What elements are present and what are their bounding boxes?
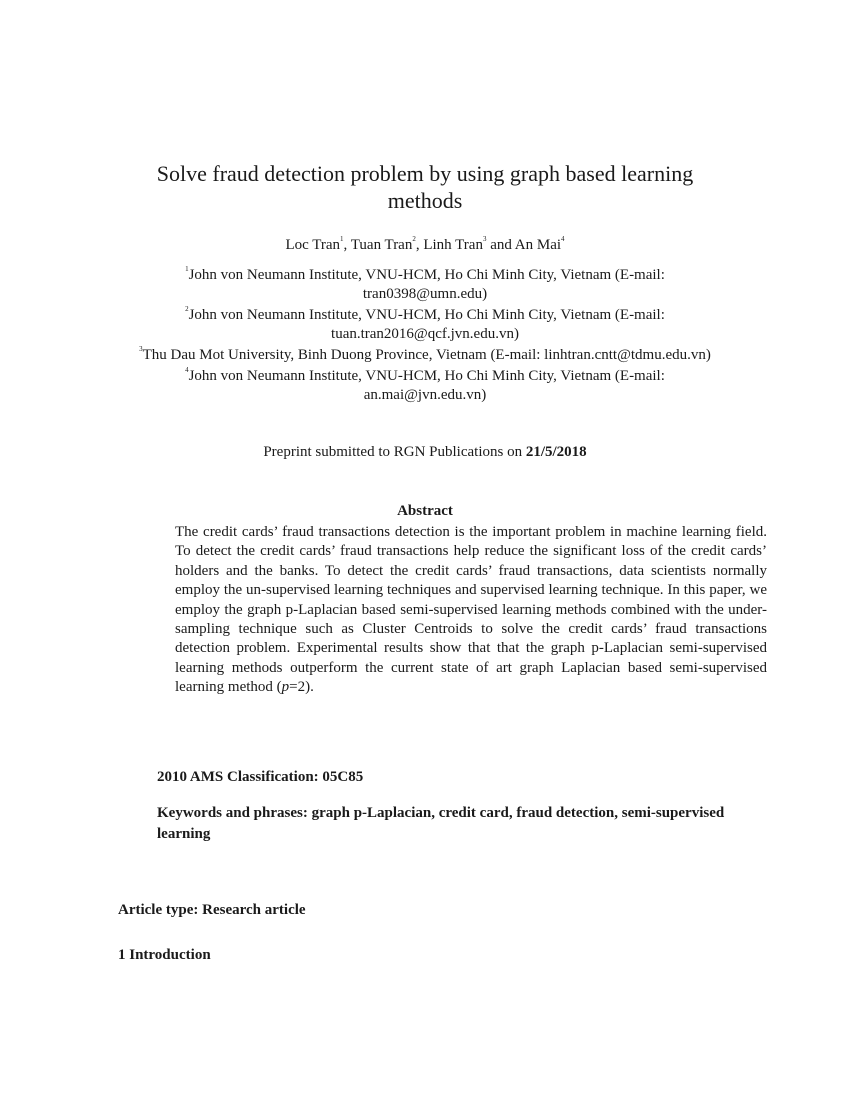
abstract-heading: Abstract bbox=[397, 503, 453, 519]
abstract-p-symbol: p bbox=[281, 679, 290, 696]
affiliation-3 bbox=[0, 346, 850, 365]
affiliation-line: John von Neumann Institute, VNU-HCM, Ho Chi Minh City, Vietnam (E-mail: bbox=[188, 368, 665, 384]
article-type: Article type: Research article bbox=[118, 902, 306, 918]
title-line-1: Solve fraud detection problem by using graph based learning bbox=[156, 161, 694, 186]
affiliation-1 bbox=[0, 266, 850, 304]
preprint-date: 21/5/2018 bbox=[525, 444, 587, 460]
preprint-note bbox=[0, 442, 850, 462]
affiliation-line: John von Neumann Institute, VNU-HCM, Ho Chi Minh City, Vietnam (E-mail: bbox=[188, 267, 665, 283]
abstract-body bbox=[175, 523, 767, 698]
author-separator: , bbox=[343, 237, 351, 253]
affiliation-email: an.mai@jvn.edu.vn) bbox=[363, 387, 487, 403]
abstract-end: =2). bbox=[289, 679, 314, 696]
affiliation-2 bbox=[0, 306, 850, 344]
author-name: Linh Tran bbox=[423, 237, 483, 253]
author-separator: and bbox=[486, 237, 515, 253]
title-line-2: methods bbox=[387, 188, 463, 213]
author-superscript: 1 bbox=[340, 235, 344, 243]
author-name: An Mai bbox=[514, 237, 562, 253]
preprint-text: Preprint submitted to RGN Publications on bbox=[263, 444, 526, 460]
affiliation-line: John von Neumann Institute, VNU-HCM, Ho Chi Minh City, Vietnam (E-mail: bbox=[188, 307, 665, 323]
author-superscript: 2 bbox=[412, 235, 416, 243]
author-list bbox=[0, 235, 850, 255]
affiliation-email: tran0398@umn.edu) bbox=[362, 286, 488, 302]
affiliation-email: tuan.tran2016@qcf.jvn.edu.vn) bbox=[331, 326, 519, 342]
affiliation-superscript: 3 bbox=[139, 345, 143, 353]
author-separator: , bbox=[415, 237, 424, 253]
affiliation-superscript: 1 bbox=[185, 265, 189, 273]
ams-classification: 2010 AMS Classification: 05C85 bbox=[157, 769, 364, 785]
affiliation-line: Thu Dau Mot University, Binh Duong Province, Vietnam (E-mail: linhtran.cntt@tdmu.edu.vn) bbox=[142, 347, 711, 363]
author-superscript: 3 bbox=[482, 235, 487, 243]
author-name: Tuan Tran bbox=[350, 237, 413, 253]
paper-title bbox=[0, 160, 850, 214]
abstract-text: The credit cards’ fraud transactions detection is the important problem in machine learning field. To detect the credit cards’ fraud transactions help reduce the significant loss of the credit cards’ holders and the banks. To detect the credit cards’ fraud transactions, data scientists normally employ the un-supervised learning techniques and supervised learning technique. In this paper, we employ the graph p-Laplacian based semi-supervised learning methods combined with the under-sampling technique such as Cluster Centroids to solve the credit cards’ fraud transactions detection problem. Experimental results show that that the graph p-Laplacian semi-supervised learning methods outperform the current state of art graph Laplacian based semi-supervised learning method ( bbox=[175, 524, 767, 696]
affiliation-4 bbox=[0, 367, 850, 405]
section-heading-introduction: 1 Introduction bbox=[118, 947, 211, 963]
affiliation-superscript: 2 bbox=[185, 305, 189, 313]
keywords: Keywords and phrases: graph p-Laplacian, credit card, fraud detection, semi-supervised learning bbox=[157, 805, 725, 842]
author-superscript: 4 bbox=[561, 235, 565, 243]
author-name: Loc Tran bbox=[285, 237, 341, 253]
affiliation-superscript: 4 bbox=[185, 366, 189, 374]
